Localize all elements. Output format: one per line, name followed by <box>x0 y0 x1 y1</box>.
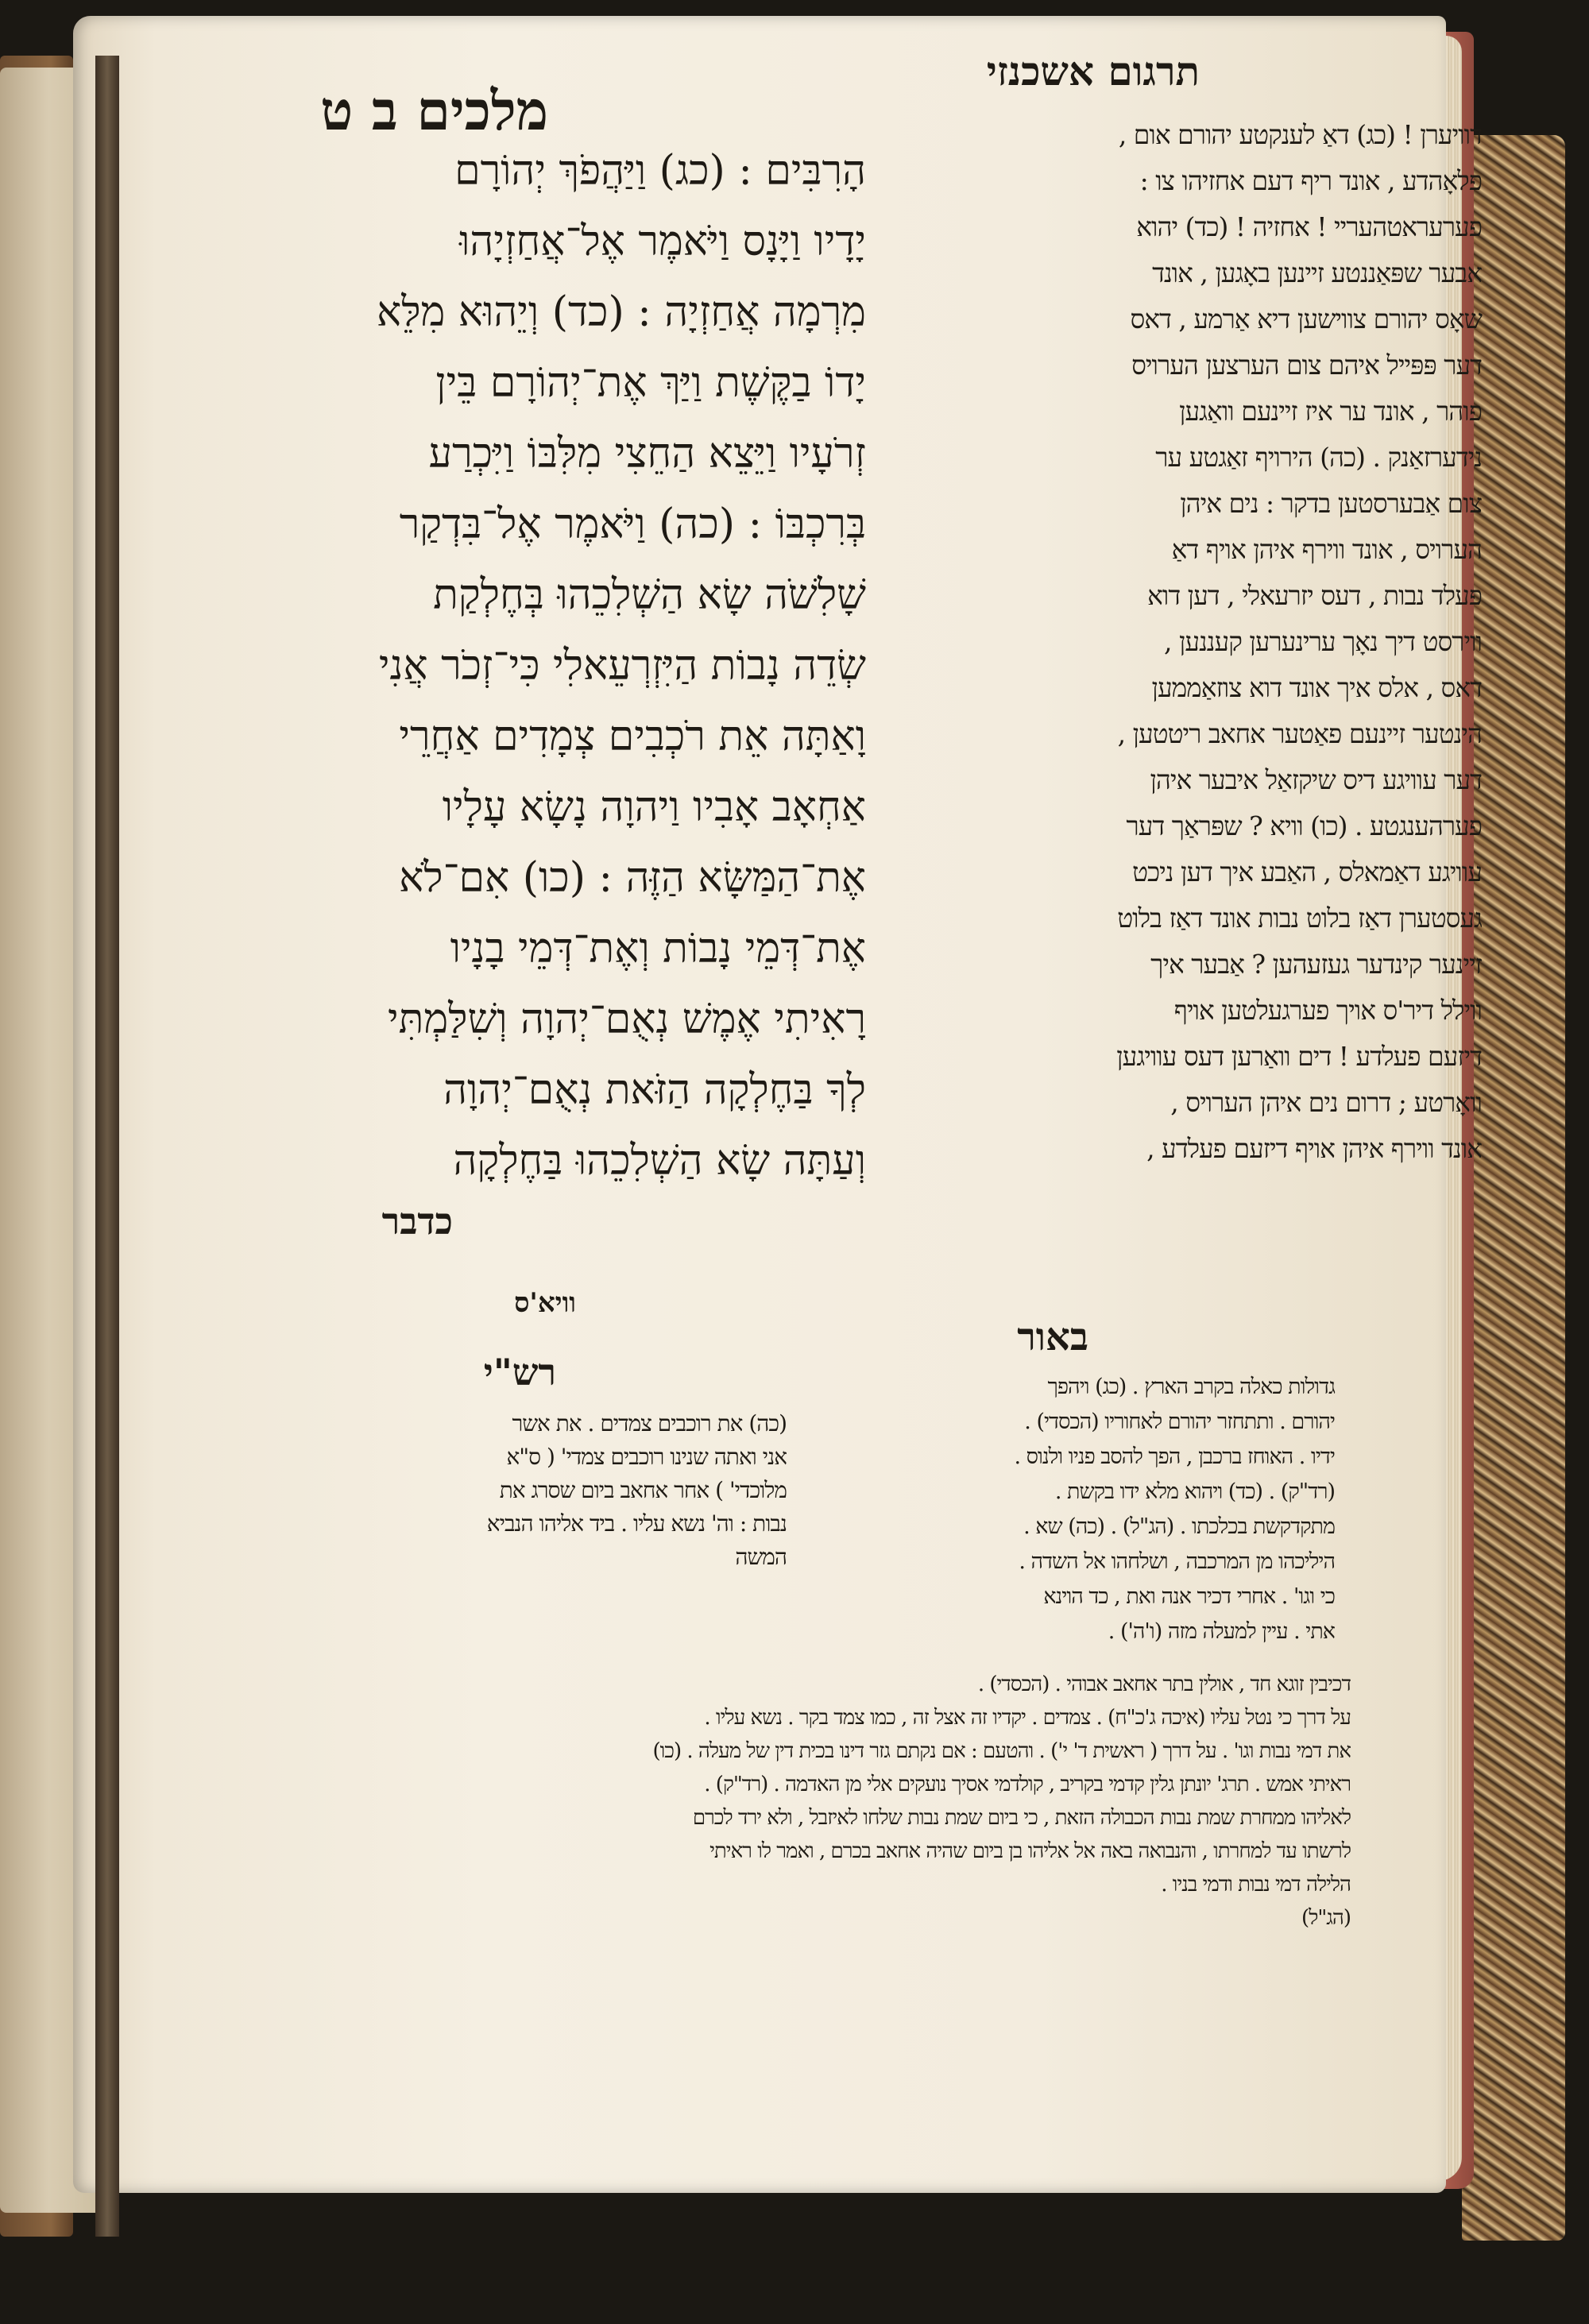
hebrew-line: וָאַתָּה אֵת רֹכְבִים צְמָדִים אַחֲרֵי <box>399 713 866 760</box>
bottom-line: (הג"ל) <box>1301 1906 1351 1930</box>
hebrew-line: זְרֹעָיו וַיֵּצֵא הַחֵצִי מִלִּבּוֹ וַיִּכְרַע <box>428 430 866 478</box>
german-line: דאס , אלס איך אונד דוא צוזאַממען <box>1151 672 1482 703</box>
rashi-title: רש"י <box>483 1351 556 1394</box>
german-line: שאָס יהורם צווישען דיא אַרמע , דאס <box>1130 304 1482 334</box>
bottom-line: הלילה דמי נבות ודמי בניו . <box>1161 1873 1351 1897</box>
bottom-line: ראיתי אמש . תרג' יונתן גלין קדמי בקריב , קולדמי אסיך נועקים אלי מן האדמה . (רד"ק) . <box>704 1773 1351 1796</box>
hebrew-line: אַחְאָב אָבִיו וַיהוָה נָשָׂא עָלָיו <box>442 783 866 831</box>
hebrew-line: לְךָ בַּחֶלְקָה הַזֹּאת נְאֻם־יְהוָה <box>443 1066 866 1114</box>
bottom-line: לאליהו ממחרת שמת נבות הכבולה הזאת , כי ביום שמת נבות שלחו לאיזבל , ולא ירד לכרם <box>692 1806 1351 1830</box>
german-line: פלאָהדע , אונד ריף דעם אחזיהו צו : <box>1139 165 1482 196</box>
biur-line: אתי . עיין למעלה מזה (ו'ה') . <box>1108 1619 1335 1644</box>
german-line: אונד ווירף איהן אויף דיזעם פעלדע , <box>1146 1133 1482 1164</box>
german-line: דער פּפּייל איהם צום הערצען הערויס <box>1131 350 1482 381</box>
german-line: וואָרטע ; דרום נים איהן הערויס , <box>1170 1087 1482 1118</box>
german-line: הינטער זיינעם פאַטער אחאב ריטטען , <box>1117 718 1482 749</box>
biur-line: היליכהו מן המרכבה , ושלחהו אל השדה . <box>1019 1549 1335 1574</box>
hebrew-line: אֶת־דְּמֵי נָבוֹת וְאֶת־דְּמֵי בָנָיו <box>450 925 866 973</box>
german-line: ווילל דיר'ס אויך פערגעלטען אויף <box>1173 995 1482 1026</box>
biur-line: ידיו . האוחז ברכבן , הפך להסב פניו ולנוס . <box>1014 1444 1335 1469</box>
german-line: זיינער קינדער געזעהען ? אַבער איך <box>1150 949 1482 980</box>
german-line: געסטערן דאַז בלוט נבות אונד דאַז בלוט <box>1117 903 1482 934</box>
german-line: דיזעם פעלדע ! דים וואַרען דעס עוויגען <box>1116 1041 1482 1072</box>
hebrew-line: שָׁלִשֹׁה שָׂא הַשְׁלִכֵהוּ בְּחֶלְקַת <box>433 571 866 619</box>
german-line: עוויגע דאַמאלס , האַבע איך דען ניכט <box>1132 857 1482 887</box>
german-line: צום אַבערסטען בדקר : נים איהן <box>1180 488 1482 519</box>
hebrew-line: הָרִבִּים : (כג) וַיַּהֲפֹךְ יְהוֹרָם <box>454 147 866 195</box>
german-line: אבער שפּאַננטע זיינען באָגען , אונד <box>1152 257 1482 288</box>
hebrew-line: אֶת־הַמַּשָּׂא הַזֶּה : (כו) אִם־לֹא <box>399 854 866 902</box>
hebrew-line: וְעַתָּה שָׂא הַשְׁלִכֵהוּ בַּחֶלְקָה <box>453 1137 866 1185</box>
catchword-secondary: וויא'ס <box>514 1287 576 1319</box>
bottom-line: על דרך כי נטל עליו (איכה ג'כ"ח) . צמדים . יקדיו זה אצל זה , כמו צמד בקר . נשא עליו . <box>704 1706 1351 1730</box>
hebrew-line: רָאִיתִי אֶמֶשׁ נְאֻם־יְהוָה וְשִׁלַּמְתִּי <box>387 996 866 1043</box>
german-line: נידערזאַנק . (כה) הירויף זאַגטע ער <box>1155 442 1482 473</box>
biur-line: מתקדקשת בכלכתו . (הג"ל) . (כה) שא . <box>1023 1514 1335 1539</box>
german-line: פוהר , אונד ער איז זיינעם וואַגען <box>1179 396 1482 427</box>
hebrew-line: יָדָיו וַיָּנָס וַיֹּאמֶר אֶל־אֲחַזְיָהוּ <box>459 218 866 265</box>
german-line: הערויס , אונד ווירף איהן אויף דאַ <box>1171 534 1482 565</box>
biur-line: יהורם . ותתחזר יהורם לאחוריו (הכסדי) . <box>1024 1409 1335 1434</box>
rashi-line: המשה <box>735 1544 787 1570</box>
bottom-line: את דמי נבות וגו' . על דרך ( ראשית ד' י') . והטעם : אם נקתם גזר דינו בכית דין של מעלה . (כו) <box>652 1739 1351 1763</box>
right-running-title: תרגום אשכנזי <box>986 48 1200 95</box>
german-line: פערעראטהעריי ! אחזיה ! (כד) יהוא <box>1136 211 1482 242</box>
hebrew-line: מִרְמָה אֲחַזְיָה : (כד) וְיֵהוּא מִלֵּא <box>376 288 866 336</box>
bottom-line: לרשתו עד למחרתו , והנבואה באה אל אליהו בן ביום שהיה אחאב בכרם , ואמר לו ראיתי <box>709 1839 1351 1863</box>
german-line: דער עוויגע דיס שיקזאַל איבער איהן <box>1150 764 1482 795</box>
rashi-line: (כה) את רוכבים צמדים . את אשר <box>512 1410 787 1437</box>
rashi-line: אני ואתה שנינו רוכבים צמדי' ( ס"א <box>506 1444 787 1470</box>
catchword: כדבר <box>381 1200 453 1243</box>
rashi-line: מלוכדי' ) אחר אחאב ביום שסרג את <box>499 1477 787 1503</box>
german-line: פעלד נבות , דעס יזרעאלי , דען דוא <box>1147 580 1482 611</box>
left-running-title: מלכים ב ט <box>320 79 548 143</box>
hebrew-line: שְׂדֵה נָבוֹת הַיִּזְרְעֵאלִי כִּי־זְכֹר אֲנִי <box>378 642 866 690</box>
rashi-line: נבות : וה' נשא עליו . ביד אליהו הנביא <box>486 1510 787 1537</box>
hebrew-line: יָדוֹ בַקֶּשֶׁת וַיַּךְ אֶת־יְהוֹרָם בֵּין <box>435 359 866 407</box>
biur-line: (רד"ק) . (כד) ויהוא מלא ידו בקשת . <box>1054 1479 1335 1504</box>
biur-line: כי וגו' . אחרי דכיר אנה ואת , כד הוינא <box>1043 1584 1335 1609</box>
bottom-line: דכיבין זוגא חד , אולין בתר אחאב אבוהי . (הכסדי) . <box>977 1672 1351 1696</box>
hebrew-line: בְּרִכְבּוֹ : (כה) וַיֹּאמֶר אֶל־בִּדְקַר <box>399 501 866 548</box>
biur-line: גדולות כאלה בקרב הארץ . (כג) ויהפך <box>1047 1375 1335 1399</box>
german-line: ווירסט דיך נאָך ערינערען קעננען , <box>1164 626 1482 657</box>
biur-title: באור <box>1017 1315 1088 1359</box>
book-spine-gutter <box>95 56 119 2237</box>
german-line: פערהענגטע . (כו) וויא ? שפּראַך דער <box>1126 810 1482 841</box>
german-line: דוויערן ! (כג) דאַ לענקטע יהורם אום , <box>1118 119 1482 150</box>
